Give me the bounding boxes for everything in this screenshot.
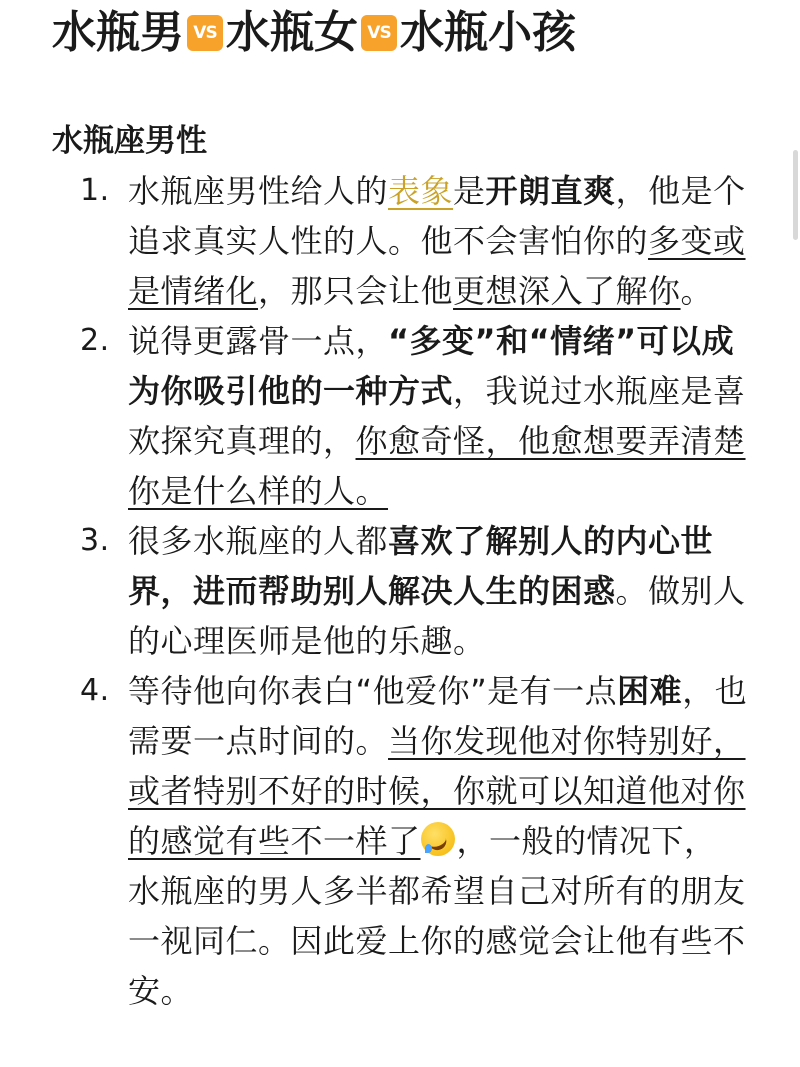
list-item: [0, 516, 800, 666]
item-text: 水瓶座男性给人的: [128, 172, 389, 210]
underlined-text: 更想深入了解你: [453, 272, 681, 310]
bold-text: 喜欢了解别人的内心世界，进而帮助别人解决人生的困惑: [128, 522, 714, 610]
underlined-text: 多变或是情绪化: [128, 222, 746, 310]
section-heading: 水瓶座男性: [52, 123, 207, 159]
item-text: ，那只会让他: [258, 272, 454, 310]
list-number: 4.: [80, 673, 110, 708]
underlined-text: 当你发现他对你特别好，或者特别不好的时候，你就可以知道他对你的感觉有些不一样了: [128, 722, 746, 860]
item-text: 。: [680, 272, 714, 310]
item-text: ，一般的情况下，水瓶座的男人多半都希望自己对所有的朋友一视同仁。因此爱上你的感觉会让他有些不安。: [128, 822, 746, 1010]
vs-badge-icon: VS: [361, 15, 397, 51]
item-text: ，我说过水瓶座是喜欢探究真理的，: [128, 372, 746, 460]
article-title: [52, 2, 576, 64]
laughing-emoji-icon: [421, 822, 455, 856]
title-part-1: 水瓶男: [52, 7, 184, 58]
scrollbar[interactable]: [793, 150, 798, 240]
list-item: [0, 316, 800, 516]
underlined-text: 你愈奇怪，他愈想要弄清楚你是什么样的人。: [128, 422, 746, 510]
title-part-2: 水瓶女: [226, 7, 358, 58]
item-text: 。做别人的心理医师是他的乐趣。: [128, 572, 746, 660]
item-text: ，也需要一点时间的。: [128, 672, 748, 760]
list-number: 1.: [80, 173, 110, 208]
item-text: 是: [453, 172, 486, 210]
bold-text: 困难: [617, 672, 683, 710]
numbered-list: [0, 166, 800, 1016]
list-number: 2.: [80, 323, 110, 358]
list-number: 3.: [80, 523, 110, 558]
bold-text: “多变”和“情绪”可以成为你吸引他的一种方式: [128, 322, 735, 410]
list-item: [0, 666, 800, 1016]
item-text: 很多水瓶座的人都: [128, 522, 389, 560]
item-text: ，他是个追求真实人性的人。他不会害怕你的: [128, 172, 746, 260]
title-part-3: 水瓶小孩: [400, 7, 576, 58]
bold-text: 开朗直爽: [485, 172, 616, 210]
item-text: 说得更露骨一点，: [128, 322, 389, 360]
list-item: [0, 166, 800, 316]
vs-badge-icon: VS: [187, 15, 223, 51]
item-text: 等待他向你表白“他爱你”是有一点: [128, 672, 618, 710]
keyword-link[interactable]: 表象: [388, 172, 454, 210]
